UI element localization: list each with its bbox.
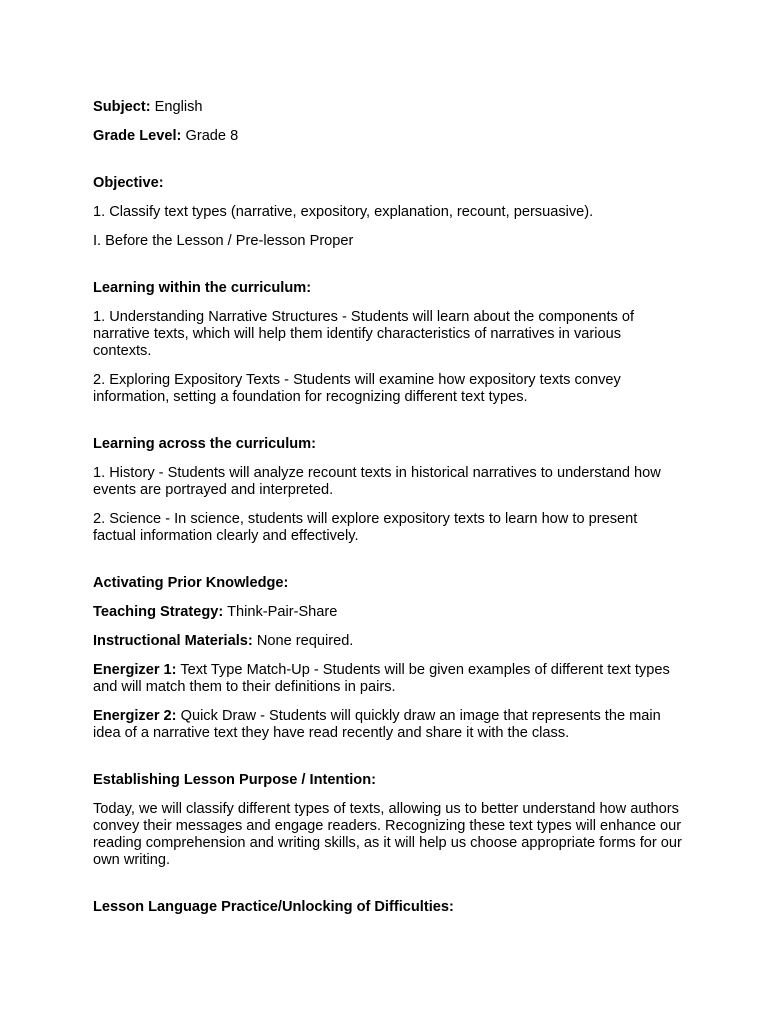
purpose-body: Today, we will classify different types of texts, allowing us to better understand how authors convey their messages and engage readers. Recognizing these text types will enhance our reading comprehension and writing skills, as it will help us choose appropriate forms for our own writing.: [93, 801, 682, 868]
strategy-label: Teaching Strategy:: [93, 604, 224, 620]
energizer-1-value: Text Type Match-Up - Students will be given examples of different text types and will match them to their definitions in pairs.: [93, 662, 670, 695]
across-item-1: 1. History - Students will analyze recount texts in historical narratives to understand how events are portrayed and interpreted.: [93, 465, 661, 498]
grade-label: Grade Level:: [93, 128, 182, 144]
energizer-1-label: Energizer 1:: [93, 662, 177, 678]
within-heading: Learning within the curriculum:: [93, 280, 312, 296]
language-heading: Lesson Language Practice/Unlocking of Difficulties:: [93, 899, 454, 915]
section-title: I. Before the Lesson / Pre-lesson Proper: [93, 233, 354, 249]
strategy-value: Think-Pair-Share: [223, 604, 338, 620]
objective-item: 1. Classify text types (narrative, expository, explanation, recount, persuasive).: [93, 204, 594, 220]
subject-label: Subject:: [93, 99, 151, 115]
within-item-1: 1. Understanding Narrative Structures - Students will learn about the components of narrative texts, which will help them identify characteristics of narratives in various contexts.: [93, 309, 635, 359]
materials-label: Instructional Materials:: [93, 633, 253, 649]
energizer-1-line: [93, 662, 683, 696]
energizer-2-label: Energizer 2:: [93, 708, 177, 724]
prior-heading: Activating Prior Knowledge:: [93, 575, 289, 591]
strategy-line: [93, 604, 683, 621]
grade-value: Grade 8: [181, 128, 239, 144]
energizer-2-line: [93, 708, 683, 742]
grade-line: [93, 128, 683, 145]
purpose-heading: Establishing Lesson Purpose / Intention:: [93, 772, 376, 788]
materials-line: [93, 633, 683, 650]
across-item-2: 2. Science - In science, students will explore expository texts to learn how to present factual information clearly and effectively.: [93, 511, 638, 544]
energizer-2-value: Quick Draw - Students will quickly draw an image that represents the main idea of a narrative text they have read recently and share it with the class.: [93, 708, 661, 741]
lesson-plan: [93, 99, 683, 928]
across-heading: Learning across the curriculum:: [93, 436, 317, 452]
objective-heading: Objective:: [93, 175, 164, 191]
materials-value: None required.: [252, 633, 354, 649]
within-item-2: 2. Exploring Expository Texts - Students will examine how expository texts convey information, setting a foundation for recognizing different text types.: [93, 372, 621, 405]
subject-value: English: [150, 99, 203, 115]
subject-line: [93, 99, 683, 116]
